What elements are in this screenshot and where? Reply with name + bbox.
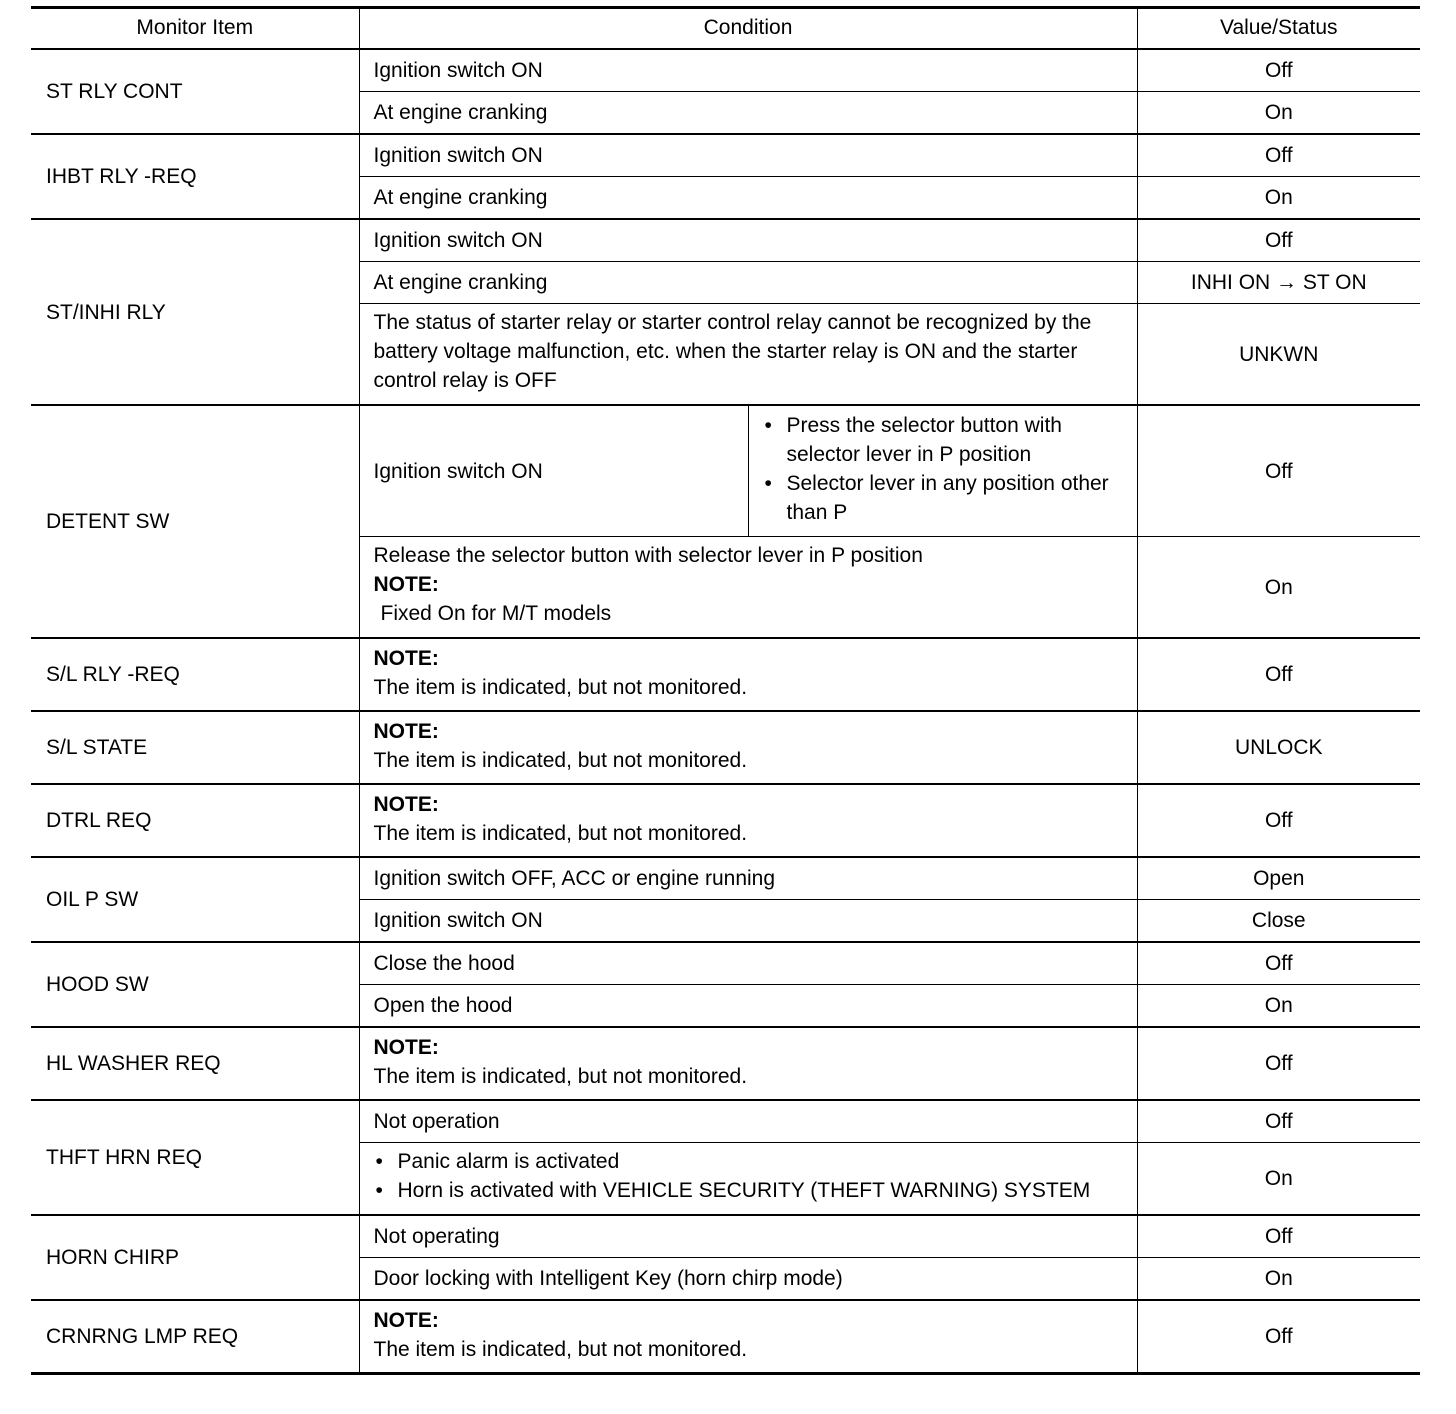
monitor-item-cell: CRNRNG LMP REQ <box>31 1300 359 1374</box>
sub-condition-cell <box>748 405 1137 537</box>
condition-cell <box>359 1027 1137 1100</box>
condition-cell: Close the hood <box>359 942 1137 985</box>
value-cell: Open <box>1137 857 1420 900</box>
note-text: The item is indicated, but not monitored. <box>373 822 748 845</box>
note-text: Fixed On for M/T models <box>380 602 612 625</box>
note-text: The item is indicated, but not monitored. <box>373 1065 748 1088</box>
monitor-item-cell: S/L STATE <box>31 711 359 784</box>
value-cell: On <box>1137 537 1420 639</box>
header-condition: Condition <box>359 8 1137 50</box>
condition-cell <box>359 784 1137 857</box>
condition-cell: Ignition switch ON <box>359 219 1137 262</box>
table-row <box>31 219 1420 262</box>
monitor-item-cell: THFT HRN REQ <box>31 1100 359 1215</box>
table-row <box>31 857 1420 900</box>
value-cell: On <box>1137 1143 1420 1216</box>
note-label: NOTE: <box>373 573 439 596</box>
condition-cell: The status of starter relay or starter control relay cannot be recognized by the battery voltage malfunction, etc. when the starter relay is ON and the starter control relay is OFF <box>359 304 1137 406</box>
monitor-item-cell: OIL P SW <box>31 857 359 942</box>
value-cell: Off <box>1137 638 1420 711</box>
monitor-item-cell: IHBT RLY -REQ <box>31 134 359 219</box>
table-row <box>31 134 1420 177</box>
value-cell: UNLOCK <box>1137 711 1420 784</box>
condition-cell: Not operating <box>359 1215 1137 1258</box>
note-text: The item is indicated, but not monitored. <box>373 1338 748 1361</box>
monitor-item-cell: ST/INHI RLY <box>31 219 359 405</box>
condition-cell: Door locking with Intelligent Key (horn chirp mode) <box>359 1258 1137 1301</box>
table-row <box>31 1215 1420 1258</box>
monitor-item-cell: HORN CHIRP <box>31 1215 359 1300</box>
bullet-item: • Horn is activated with VEHICLE SECURITY (THEFT WARNING) SYSTEM <box>374 1176 1127 1205</box>
note-label: NOTE: <box>373 1036 439 1059</box>
monitor-item-cell: S/L RLY -REQ <box>31 638 359 711</box>
condition-cell <box>359 1143 1137 1216</box>
table-row <box>31 1300 1420 1374</box>
monitor-item-cell: DTRL REQ <box>31 784 359 857</box>
value-cell: Off <box>1137 942 1420 985</box>
header-monitor-item: Monitor Item <box>31 8 359 50</box>
condition-cell <box>359 1300 1137 1374</box>
bullet-item: • Selector lever in any position other than P <box>763 469 1127 527</box>
table-row <box>31 942 1420 985</box>
value-cell: On <box>1137 92 1420 135</box>
bullet-item: • Press the selector button with selector lever in P position <box>763 411 1127 469</box>
monitor-item-cell: ST RLY CONT <box>31 49 359 134</box>
table-row <box>31 1100 1420 1143</box>
condition-cell: At engine cranking <box>359 262 1137 304</box>
table-body <box>31 49 1420 1374</box>
value-cell: On <box>1137 1258 1420 1301</box>
condition-cell <box>359 711 1137 784</box>
bullet-list <box>374 1147 1127 1205</box>
value-cell: Off <box>1137 134 1420 177</box>
note-label: NOTE: <box>373 793 439 816</box>
value-cell: On <box>1137 177 1420 220</box>
header-value-status: Value/Status <box>1137 8 1420 50</box>
condition-cell: At engine cranking <box>359 92 1137 135</box>
bullet-item: • Panic alarm is activated <box>374 1147 1127 1176</box>
value-cell: Off <box>1137 1100 1420 1143</box>
value-cell: INHI ON → ST ON <box>1137 262 1420 304</box>
note-label: NOTE: <box>373 647 439 670</box>
condition-cell: Ignition switch ON <box>359 134 1137 177</box>
bullet-list <box>763 411 1127 527</box>
value-cell: Off <box>1137 405 1420 537</box>
table-row <box>31 405 1420 537</box>
value-cell: Off <box>1137 49 1420 92</box>
value-cell: Off <box>1137 784 1420 857</box>
condition-cell: Ignition switch ON <box>359 49 1137 92</box>
condition-cell: At engine cranking <box>359 177 1137 220</box>
value-cell: Off <box>1137 1215 1420 1258</box>
condition-text: Release the selector button with selector lever in P position <box>373 544 923 567</box>
table-row <box>31 638 1420 711</box>
value-cell: Off <box>1137 1027 1420 1100</box>
condition-cell: Open the hood <box>359 985 1137 1028</box>
value-cell: On <box>1137 985 1420 1028</box>
monitor-item-table <box>31 6 1420 1375</box>
condition-cell <box>359 537 1137 639</box>
value-cell: Close <box>1137 900 1420 943</box>
condition-cell <box>359 638 1137 711</box>
table-row <box>31 711 1420 784</box>
monitor-item-cell: HL WASHER REQ <box>31 1027 359 1100</box>
monitor-item-cell: DETENT SW <box>31 405 359 638</box>
value-cell: UNKWN <box>1137 304 1420 406</box>
value-cell: Off <box>1137 1300 1420 1374</box>
value-cell: Off <box>1137 219 1420 262</box>
note-label: NOTE: <box>373 720 439 743</box>
note-text: The item is indicated, but not monitored. <box>373 676 748 699</box>
condition-cell: Not operation <box>359 1100 1137 1143</box>
condition-cell: Ignition switch OFF, ACC or engine running <box>359 857 1137 900</box>
condition-cell: Ignition switch ON <box>359 405 748 537</box>
table-row <box>31 49 1420 92</box>
condition-cell: Ignition switch ON <box>359 900 1137 943</box>
table-row <box>31 1027 1420 1100</box>
header-row <box>31 8 1420 50</box>
monitor-item-cell: HOOD SW <box>31 942 359 1027</box>
note-text: The item is indicated, but not monitored. <box>373 749 748 772</box>
note-label: NOTE: <box>373 1309 439 1332</box>
table-row <box>31 784 1420 857</box>
